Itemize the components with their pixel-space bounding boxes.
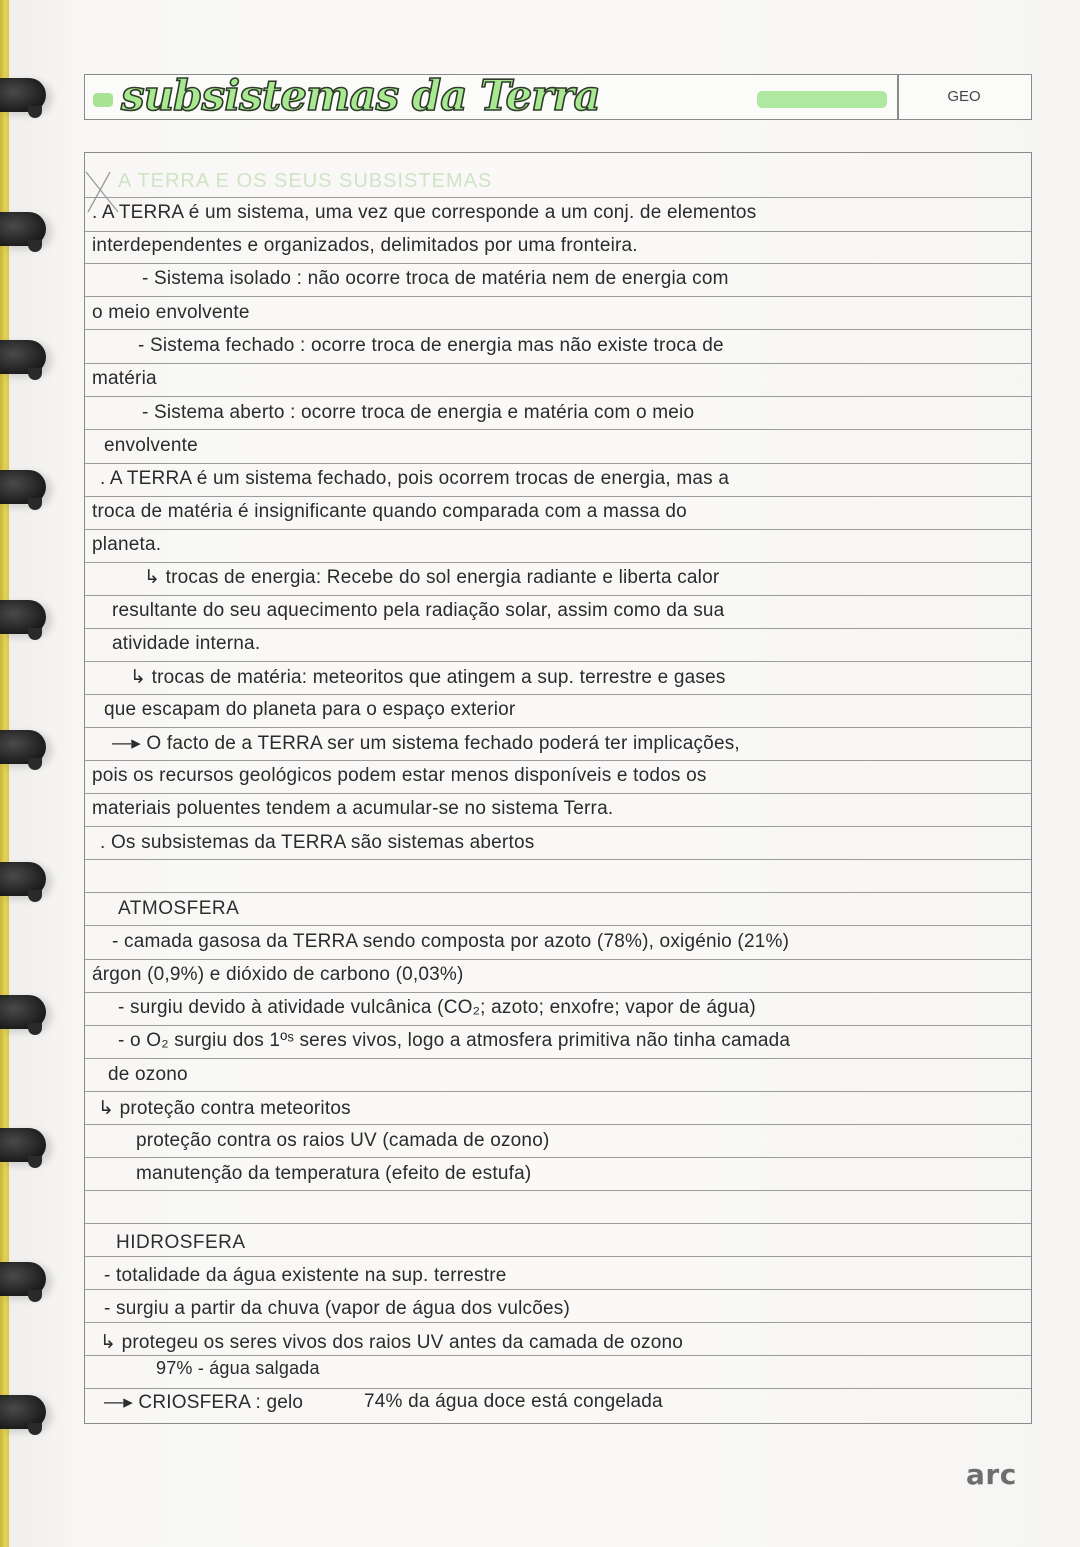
note-line: ↳ protegeu os seres vivos dos raios UV antes da camada de ozono <box>100 1332 684 1353</box>
note-line: pois os recursos geológicos podem estar menos disponíveis e todos os <box>92 765 707 786</box>
section-heading-hidrosfera: HIDROSFERA <box>116 1232 246 1253</box>
highlight-mark <box>757 91 887 108</box>
highlight-mark <box>93 93 113 107</box>
spiral-ring-icon <box>0 1395 46 1429</box>
note-line: - surgiu devido à atividade vulcânica (CO₂; azoto; enxofre; vapor de água) <box>118 997 756 1018</box>
ruled-line <box>85 959 1031 960</box>
spiral-ring-icon <box>0 470 46 504</box>
title-box <box>84 71 1032 120</box>
ruled-line <box>85 826 1031 827</box>
ruled-line <box>85 1190 1031 1191</box>
ruled-line <box>85 1289 1031 1290</box>
spiral-ring-icon <box>0 862 46 896</box>
ruled-line <box>85 992 1031 993</box>
note-line: - Sistema fechado : ocorre troca de energia mas não existe troca de <box>138 335 724 356</box>
subject-tag: GEO <box>947 88 981 105</box>
ruled-line <box>85 296 1031 297</box>
ruled-line <box>85 1124 1031 1125</box>
ruled-line <box>85 1157 1031 1158</box>
note-line: envolvente <box>104 435 198 456</box>
note-line: - Sistema isolado : não ocorre troca de matéria nem de energia com <box>142 268 729 289</box>
note-line: ↳ proteção contra meteoritos <box>98 1098 351 1119</box>
note-line: - totalidade da água existente na sup. terrestre <box>104 1265 507 1286</box>
ruled-line <box>85 562 1031 563</box>
spiral-ring-icon <box>0 78 46 112</box>
note-line: . A TERRA é um sistema fechado, pois ocorrem trocas de energia, mas a <box>100 468 730 489</box>
ruled-line <box>85 661 1031 662</box>
note-line: árgon (0,9%) e dióxido de carbono (0,03%) <box>92 964 464 985</box>
ruled-line <box>85 429 1031 430</box>
note-line: materiais poluentes tendem a acumular-se no sistema Terra. <box>92 798 614 819</box>
ruled-line <box>85 859 1031 860</box>
ruled-line <box>85 595 1031 596</box>
note-line: - Sistema aberto : ocorre troca de energia e matéria com o meio <box>142 402 695 423</box>
note-line: resultante do seu aquecimento pela radiação solar, assim como da sua <box>112 600 725 621</box>
note-line: 97% - água salgada <box>156 1358 320 1378</box>
spiral-ring-icon <box>0 1262 46 1296</box>
ruled-line <box>85 892 1031 893</box>
note-line: —▸ CRIOSFERA : gelo <box>104 1392 304 1413</box>
note-line: proteção contra os raios UV (camada de ozono) <box>136 1130 550 1151</box>
note-line: matéria <box>92 368 157 389</box>
spiral-ring-icon <box>0 995 46 1029</box>
note-line: - surgiu a partir da chuva (vapor de água dos vulcões) <box>104 1298 570 1319</box>
ruled-line <box>85 628 1031 629</box>
ruled-line <box>85 727 1031 728</box>
spiral-ring-icon <box>0 1128 46 1162</box>
ruled-line <box>85 396 1031 397</box>
ruled-line <box>85 694 1031 695</box>
ruled-line <box>85 793 1031 794</box>
ruled-line <box>85 1355 1031 1356</box>
note-line: ↳ trocas de matéria: meteoritos que atingem a sup. terrestre e gases <box>130 667 726 688</box>
ruled-line <box>85 1025 1031 1026</box>
page-title: subsistemas da Terra <box>121 71 600 120</box>
ruled-line <box>85 496 1031 497</box>
note-line: - o O₂ surgiu dos 1ºˢ seres vivos, logo a atmosfera primitiva não tinha camada <box>118 1030 791 1051</box>
note-line: - camada gasosa da TERRA sendo composta por azoto (78%), oxigénio (21%) <box>112 931 790 952</box>
ruled-line <box>85 263 1031 264</box>
spiral-ring-icon <box>0 340 46 374</box>
note-line: troca de matéria é insignificante quando comparada com a massa do <box>92 501 687 522</box>
watermark-logo: arc <box>966 1458 1017 1491</box>
ruled-line <box>85 463 1031 464</box>
note-line: manutenção da temperatura (efeito de estufa) <box>136 1163 532 1184</box>
note-line: que escapam do planeta para o espaço exterior <box>104 699 516 720</box>
ruled-line <box>85 197 1031 198</box>
spiral-ring-icon <box>0 730 46 764</box>
ruled-line <box>85 329 1031 330</box>
spiral-ring-icon <box>0 212 46 246</box>
ruled-line <box>85 1256 1031 1257</box>
note-line: 74% da água doce está congelada <box>364 1391 663 1412</box>
ruled-line <box>85 1091 1031 1092</box>
ruled-line <box>85 529 1031 530</box>
note-line: interdependentes e organizados, delimitados por uma fronteira. <box>92 235 638 256</box>
note-line: de ozono <box>108 1064 188 1085</box>
ruled-line <box>85 1322 1031 1323</box>
ruled-line <box>85 1223 1031 1224</box>
section-heading-atmosfera: ATMOSFERA <box>118 898 240 919</box>
ruled-line <box>85 760 1031 761</box>
note-line: ↳ trocas de energia: Recebe do sol energia radiante e liberta calor <box>144 567 720 588</box>
ruled-line <box>85 1058 1031 1059</box>
note-line: . Os subsistemas da TERRA são sistemas abertos <box>100 832 535 853</box>
ruled-line <box>85 925 1031 926</box>
note-line: o meio envolvente <box>92 302 250 323</box>
ruled-line <box>85 1388 1031 1389</box>
note-line: —▸ O facto de a TERRA ser um sistema fechado poderá ter implicações, <box>112 733 740 754</box>
note-line: planeta. <box>92 534 162 555</box>
ruled-line <box>85 231 1031 232</box>
note-line: . A TERRA é um sistema, uma vez que corresponde a um conj. de elementos <box>92 202 757 223</box>
note-line: atividade interna. <box>112 633 261 654</box>
spiral-ring-icon <box>0 600 46 634</box>
faded-section-heading: A TERRA E OS SEUS SUBSISTEMAS <box>118 170 493 192</box>
ruled-line <box>85 363 1031 364</box>
